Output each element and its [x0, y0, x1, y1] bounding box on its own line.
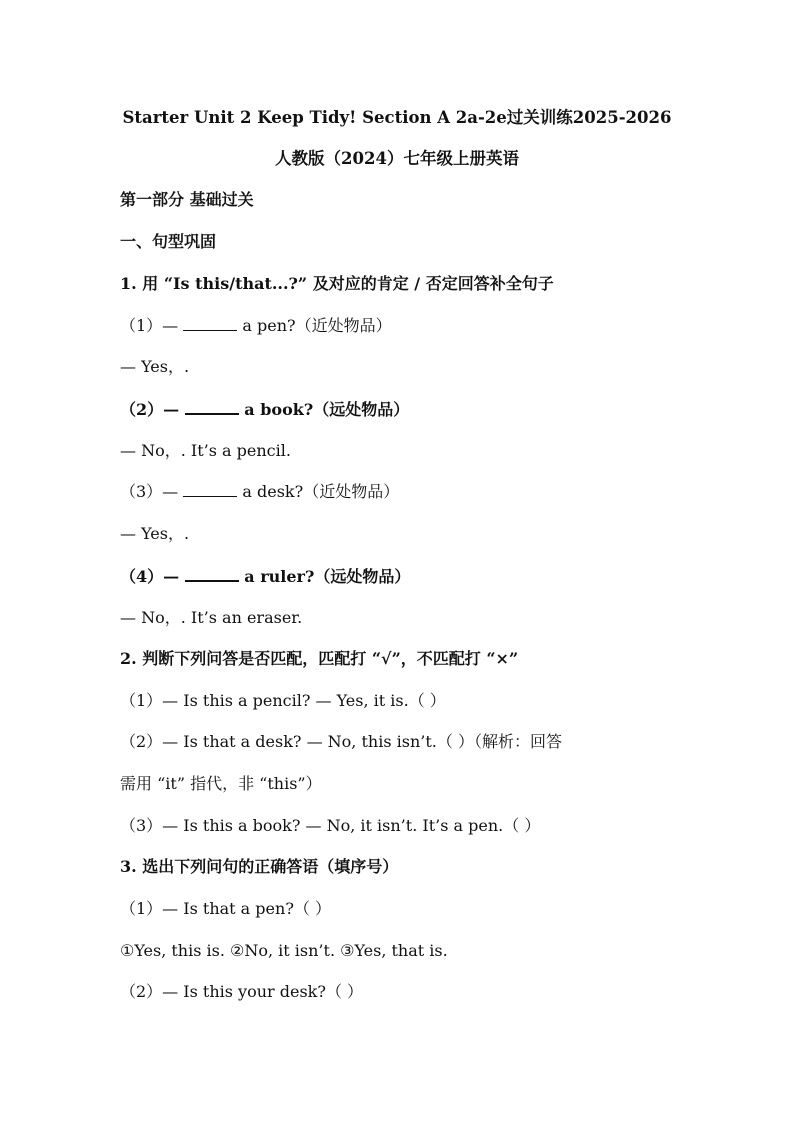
part1-heading: 第一部分 基础过关 [120, 190, 254, 209]
q1-item2-suffix: a book?（远处物品） [238, 400, 410, 419]
fill-blank[interactable] [185, 566, 239, 582]
q3-item1-options: ①Yes, this is. ②No, it isn’t. ③Yes, that is. [120, 941, 448, 960]
q2-item3: （3）— Is this a book? — No, it isn’t. It’s a pen.（ ） [120, 816, 541, 835]
fill-blank[interactable] [183, 482, 237, 497]
q2-item1: （1）— Is this a pencil? — Yes, it is.（ ） [120, 691, 446, 710]
q1-item4-prompt [120, 566, 410, 587]
fill-blank[interactable] [183, 316, 237, 331]
q1-item4-suffix: a ruler?（远处物品） [238, 567, 411, 586]
q1-item3-prompt [120, 482, 399, 502]
q2-item2: （2）— Is that a desk? — No, this isn’t.（ ）（解析：回答 [120, 732, 562, 751]
q1-item3-answer: — Yes，. [120, 524, 190, 543]
q1-item1-prompt [120, 316, 392, 336]
q1-item2-prompt [120, 399, 409, 420]
doc-title-line1: Starter Unit 2 Keep Tidy! Section A 2a-2e过关训练2025-2026 [122, 108, 672, 127]
section1-heading: 一、句型巩固 [120, 232, 217, 251]
q1-item3-suffix: a desk?（近处物品） [237, 482, 400, 501]
q1-item1-suffix: a pen?（近处物品） [237, 316, 392, 335]
q1-item1-prefix: （1）— [120, 316, 184, 335]
q1-item1-answer: — Yes，. [120, 357, 190, 376]
q2-item2-continued: 需用 “it” 指代，非 “this”） [120, 774, 322, 793]
q2-heading: 2. 判断下列问答是否匹配，匹配打 “√”，不匹配打 “×” [120, 649, 519, 668]
q3-item2: （2）— Is this your desk?（ ） [120, 982, 364, 1001]
q1-item2-prefix: （2）— [120, 400, 185, 419]
q1-item3-prefix: （3）— [120, 482, 184, 501]
q1-item4-prefix: （4）— [120, 567, 185, 586]
doc-title-line2: 人教版（2024）七年级上册英语 [275, 149, 519, 168]
q3-heading: 3. 选出下列问句的正确答语（填序号） [120, 857, 399, 876]
q1-heading: 1. 用 “Is this/that...?” 及对应的肯定 / 否定回答补全句子 [120, 274, 554, 293]
q1-item4-answer: — No，. It’s an eraser. [120, 608, 303, 627]
q3-item1: （1）— Is that a pen?（ ） [120, 899, 331, 918]
fill-blank[interactable] [185, 399, 239, 415]
q1-item2-answer: — No，. It’s a pencil. [120, 441, 291, 460]
